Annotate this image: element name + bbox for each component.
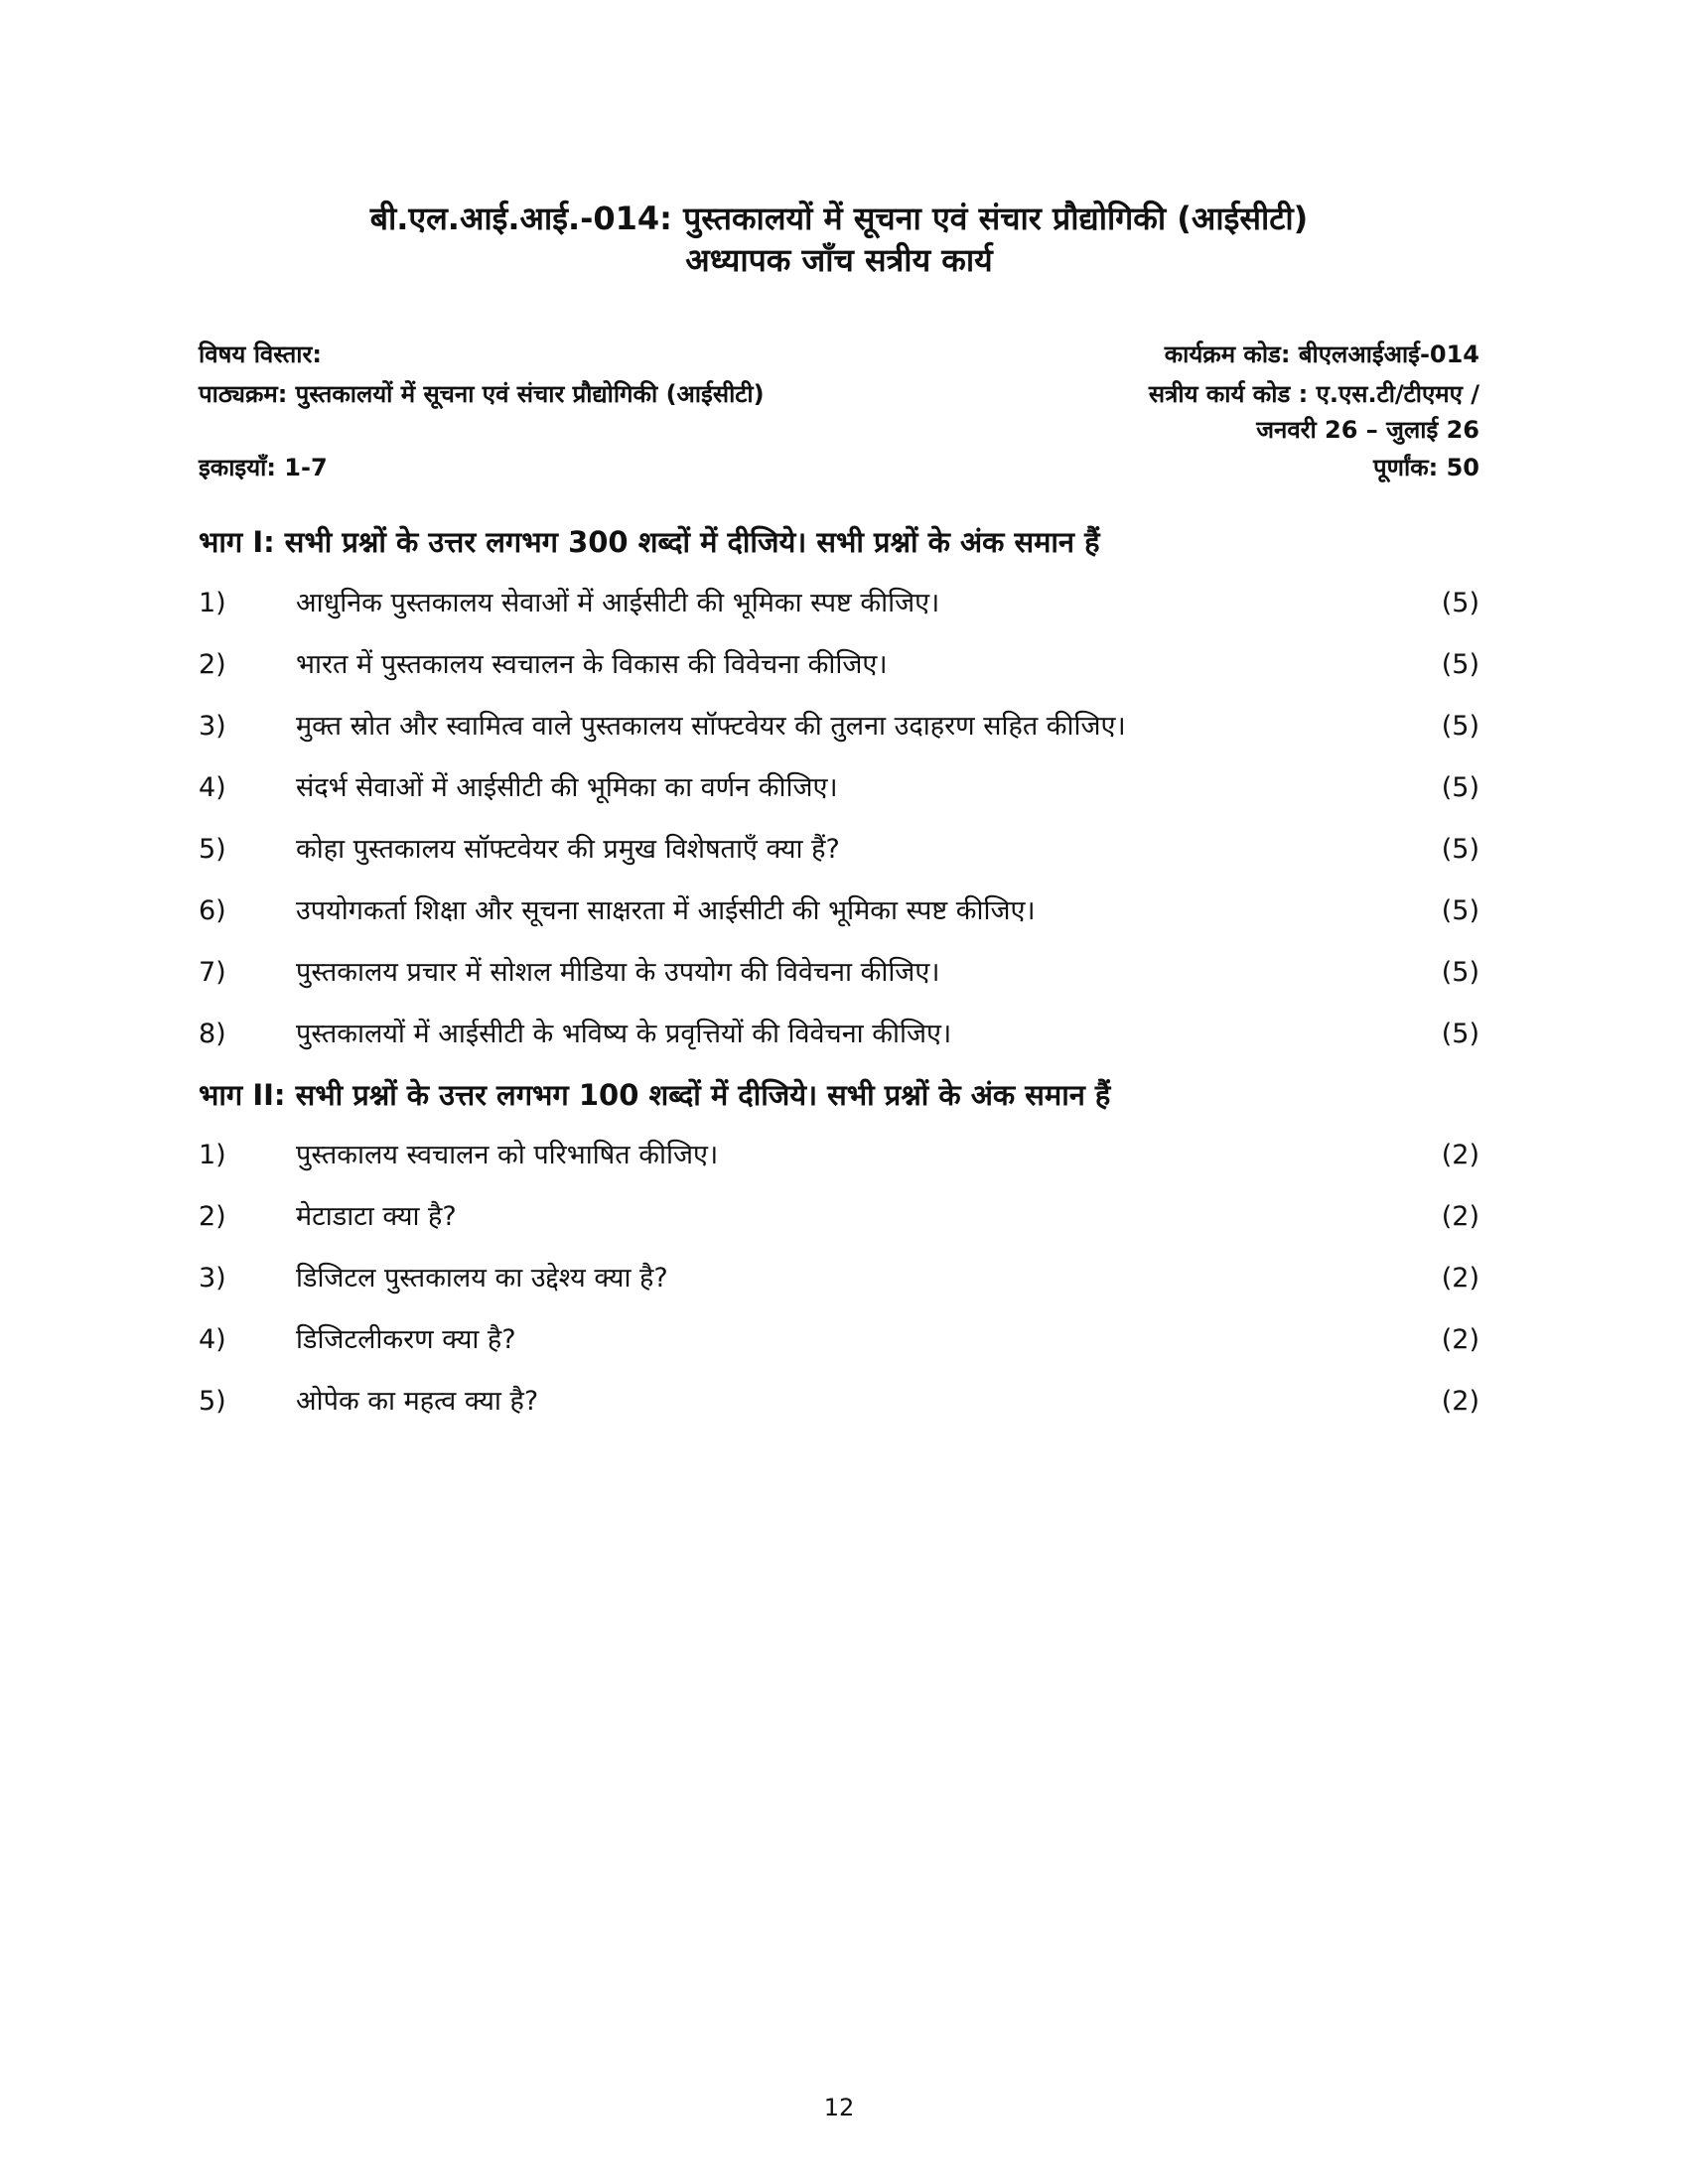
part1-question <box>199 584 1479 623</box>
part2-question <box>199 1259 1479 1298</box>
assignment-code: सत्रीय कार्य कोड : ए.एस.टी/टीएमए / <box>1148 380 1479 408</box>
question-marks: (2) <box>1441 1201 1479 1232</box>
part1-question <box>199 830 1479 870</box>
question-number: 2) <box>199 649 226 680</box>
question-number: 3) <box>199 1263 226 1294</box>
question-text: कोहा पुस्तकालय सॉफ्टवेयर की प्रमुख विशेषताएँ क्या हैं? <box>296 834 840 865</box>
part1-question <box>199 707 1479 747</box>
question-number: 4) <box>199 1324 226 1355</box>
part2-question <box>199 1320 1479 1360</box>
document-title: बी.एल.आई.आई.-014: पुस्तकालयों में सूचना एवं संचार प्रौद्योगिकी (आईसीटी) <box>369 200 1309 237</box>
part1-question <box>199 953 1479 993</box>
question-marks: (2) <box>1441 1386 1479 1417</box>
question-number: 6) <box>199 895 226 926</box>
question-marks: (2) <box>1441 1263 1479 1294</box>
question-text: डिजिटलीकरण क्या है? <box>296 1324 516 1355</box>
question-marks: (5) <box>1441 588 1479 618</box>
subject-label: विषय विस्तार: <box>199 341 322 368</box>
session-period: जनवरी 26 – जुलाई 26 <box>1256 416 1479 444</box>
page-number: 12 <box>823 2094 855 2121</box>
part2-question <box>199 1382 1479 1422</box>
document-subtitle: अध्यापक जाँच सत्रीय कार्य <box>685 241 993 279</box>
question-text: संदर्भ सेवाओं में आईसीटी की भूमिका का वर्णन कीजिए। <box>296 772 838 803</box>
question-text: आधुनिक पुस्तकालय सेवाओं में आईसीटी की भूमिका स्पष्ट कीजिए। <box>296 588 940 618</box>
question-number: 1) <box>199 588 226 618</box>
question-marks: (2) <box>1441 1324 1479 1355</box>
programme-code: कार्यक्रम कोड: बीएलआईआई-014 <box>1164 341 1479 368</box>
assignment-page <box>199 0 1479 2184</box>
question-text: पुस्तकालय स्वचालन को परिभाषित कीजिए। <box>296 1140 719 1170</box>
question-text: ओपेक का महत्व क्या है? <box>296 1386 539 1417</box>
course-name: पाठ्यक्रम: पुस्तकालयों में सूचना एवं संचार प्रौद्योगिकी (आईसीटी) <box>199 380 765 408</box>
part2-heading: भाग II: सभी प्रश्नों के उत्तर लगभग 100 शब्दों में दीजिये। सभी प्रश्नों के अंक समान हैं <box>199 1078 1111 1112</box>
question-marks: (5) <box>1441 772 1479 803</box>
part2-question <box>199 1197 1479 1237</box>
question-text: डिजिटल पुस्तकालय का उद्देश्य क्या है? <box>296 1263 668 1294</box>
part1-question <box>199 1015 1479 1054</box>
question-number: 8) <box>199 1019 226 1049</box>
question-number: 5) <box>199 1386 226 1417</box>
question-number: 5) <box>199 834 226 865</box>
part2-question <box>199 1136 1479 1175</box>
part1-question <box>199 768 1479 808</box>
question-text: पुस्तकालय प्रचार में सोशल मीडिया के उपयोग की विवेचना कीजिए। <box>296 957 940 988</box>
question-number: 2) <box>199 1201 226 1232</box>
units: इकाइयाँ: 1-7 <box>199 454 328 481</box>
question-text: पुस्तकालयों में आईसीटी के भविष्य के प्रवृत्तियों की विवेचना कीजिए। <box>296 1019 952 1049</box>
question-text: उपयोगकर्ता शिक्षा और सूचना साक्षरता में आईसीटी की भूमिका स्पष्ट कीजिए। <box>296 895 1036 926</box>
question-number: 3) <box>199 711 226 742</box>
question-marks: (5) <box>1441 649 1479 680</box>
question-number: 4) <box>199 772 226 803</box>
question-number: 1) <box>199 1140 226 1170</box>
question-text: मुक्त स्रोत और स्वामित्व वाले पुस्तकालय सॉफ्टवेयर की तुलना उदाहरण सहित कीजिए। <box>296 711 1126 742</box>
question-marks: (5) <box>1441 711 1479 742</box>
question-text: भारत में पुस्तकालय स्वचालन के विकास की विवेचना कीजिए। <box>296 649 888 680</box>
question-marks: (5) <box>1441 834 1479 865</box>
part1-question <box>199 645 1479 685</box>
question-marks: (5) <box>1441 957 1479 988</box>
question-marks: (5) <box>1441 1019 1479 1049</box>
part1-question <box>199 891 1479 931</box>
max-marks: पूर्णांक: 50 <box>1373 454 1479 481</box>
question-text: मेटाडाटा क्या है? <box>296 1201 457 1232</box>
question-marks: (2) <box>1441 1140 1479 1170</box>
question-number: 7) <box>199 957 226 988</box>
question-marks: (5) <box>1441 895 1479 926</box>
part1-heading: भाग I: सभी प्रश्नों के उत्तर लगभग 300 शब्दों में दीजिये। सभी प्रश्नों के अंक समान हैं <box>199 525 1100 559</box>
